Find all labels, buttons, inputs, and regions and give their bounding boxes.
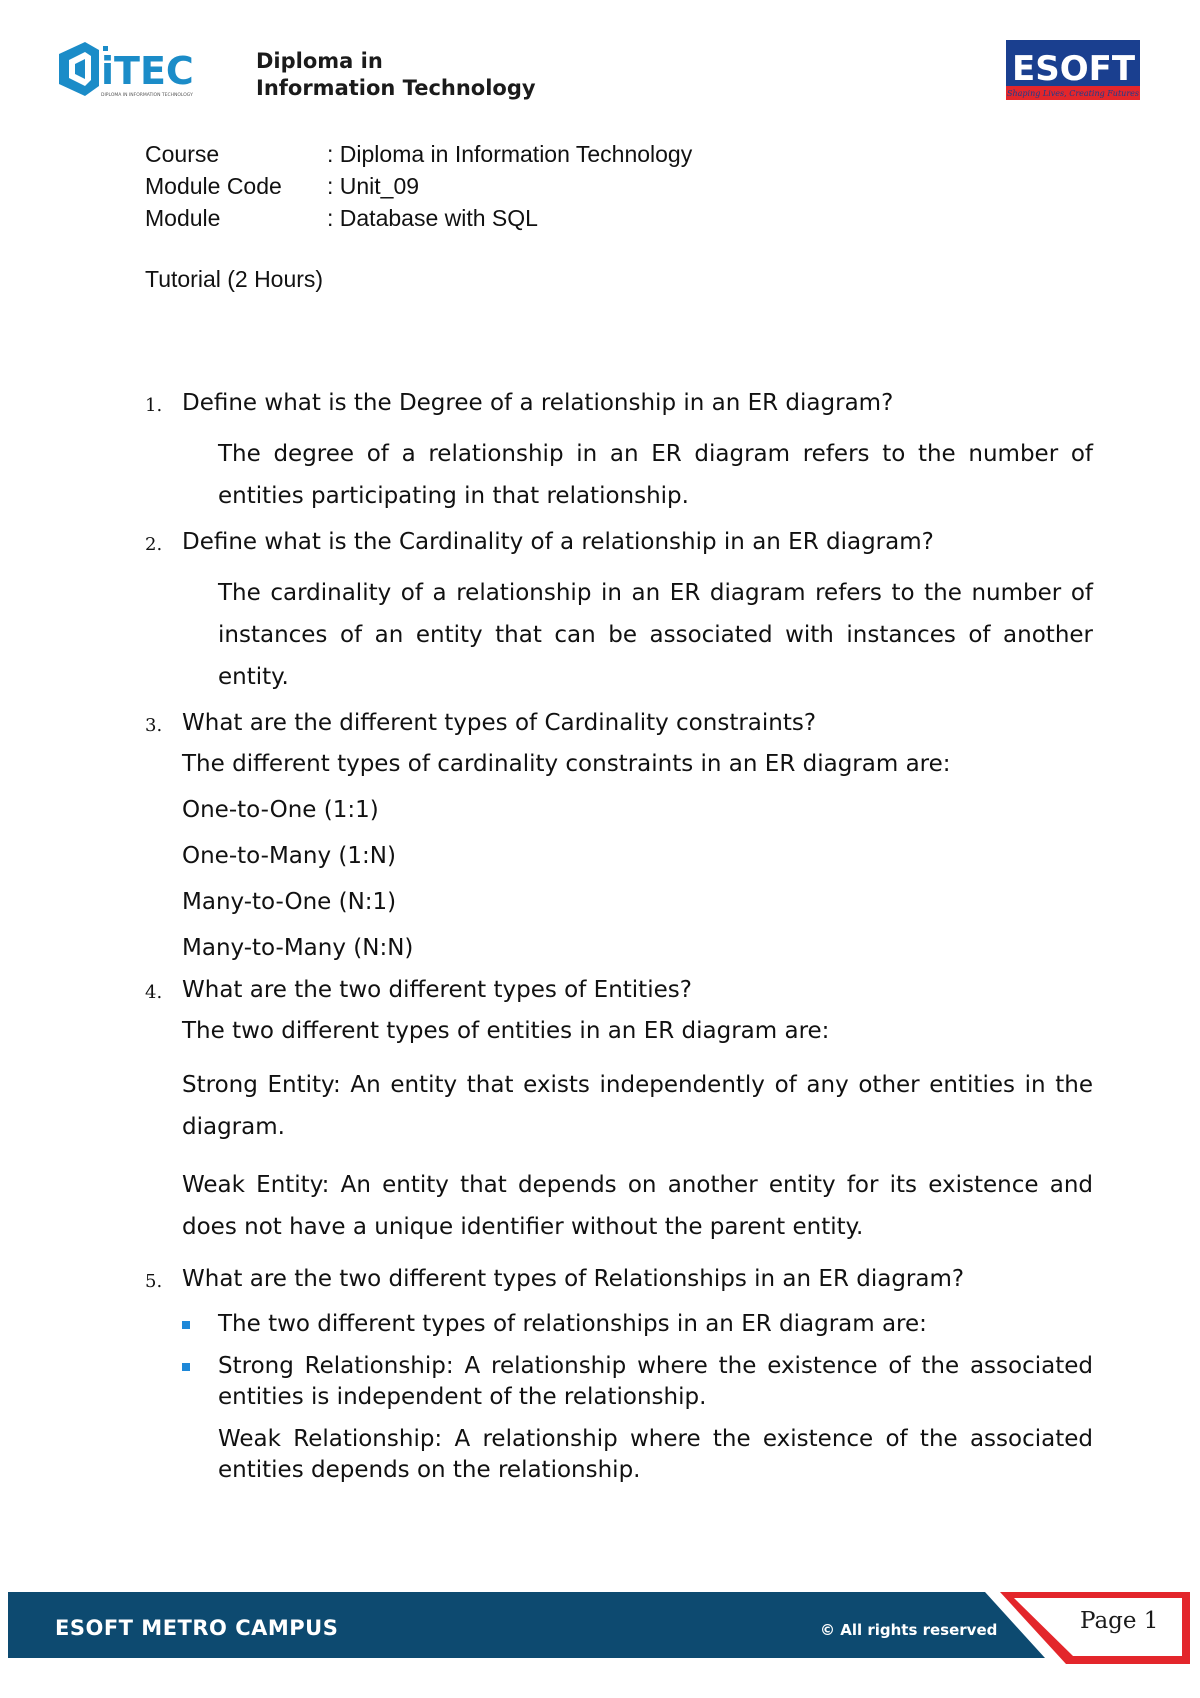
course-row <box>145 138 692 170</box>
course-label: Course <box>145 141 220 167</box>
bullet-item <box>218 1351 1093 1413</box>
question-3 <box>145 708 1093 741</box>
course-value: : Diploma in Information Technology <box>327 141 693 167</box>
cardinality-item: One-to-One (1:1) <box>182 797 379 823</box>
svg-text:DIPLOMA IN INFORMATION TECHNOL: DIPLOMA IN INFORMATION TECHNOLOGY <box>101 93 193 98</box>
footer-rights: © All rights reserved <box>820 1621 998 1639</box>
question-1 <box>145 388 1093 421</box>
answer-2: The cardinality of a relationship in an ER diagram refers to the number of instances of an entity that can be associated with instances of another entity. <box>218 580 1093 690</box>
cardinality-item: One-to-Many (1:N) <box>182 843 396 869</box>
esoft-logo <box>1006 40 1140 100</box>
relationship-bullets <box>218 1309 1093 1413</box>
question-4 <box>145 975 1093 1008</box>
tutorial-heading: Tutorial (2 Hours) <box>145 266 324 292</box>
question-2 <box>145 527 1093 560</box>
weak-relationship-definition: Weak Relationship: A relationship where the existence of the associated entities depends on the relationship. <box>218 1426 1093 1483</box>
tutorial-content <box>145 388 1093 1486</box>
footer-brand: ESOFT METRO CAMPUS <box>55 1616 339 1640</box>
module-code-value: : Unit_09 <box>327 173 420 199</box>
cardinality-item: Many-to-Many (N:N) <box>182 935 414 961</box>
question-text: What are the different types of Cardinality constraints? <box>182 710 817 736</box>
module-code-row <box>145 170 692 202</box>
question-5 <box>145 1264 1093 1297</box>
header-title-line2: Information Technology <box>256 76 536 100</box>
bullet-square-icon <box>182 1321 190 1329</box>
module-row <box>145 202 692 234</box>
question-number: 4. <box>145 982 163 1003</box>
bullet-item <box>218 1309 1093 1340</box>
page-number: Page 1 <box>1080 1608 1159 1634</box>
ditec-logo <box>55 40 230 98</box>
answer-1: The degree of a relationship in an ER diagram refers to the number of entities participating in that relationship. <box>218 441 1093 509</box>
answer-4-intro: The two different types of entities in an ER diagram are: <box>182 1018 830 1044</box>
strong-entity-definition: Strong Entity: An entity that exists independently of any other entities in the diagram. <box>182 1072 1093 1140</box>
header-title <box>256 48 536 102</box>
question-text: What are the two different types of Relationships in an ER diagram? <box>182 1266 965 1292</box>
question-text: Define what is the Cardinality of a relationship in an ER diagram? <box>182 529 934 555</box>
question-text: Define what is the Degree of a relationship in an ER diagram? <box>182 390 894 416</box>
answer-3-intro: The different types of cardinality constraints in an ER diagram are: <box>182 751 951 777</box>
module-value: : Database with SQL <box>327 205 538 231</box>
header-title-line1: Diploma in <box>256 49 383 73</box>
question-number: 5. <box>145 1271 163 1292</box>
weak-entity-definition: Weak Entity: An entity that depends on another entity for its existence and does not have a unique identifier without the parent entity. <box>182 1172 1093 1240</box>
question-number: 2. <box>145 534 163 555</box>
cardinality-item: Many-to-One (N:1) <box>182 889 397 915</box>
course-meta <box>145 138 692 234</box>
question-number: 1. <box>145 395 163 416</box>
bullet-text: The two different types of relationships in an ER diagram are: <box>218 1311 927 1337</box>
question-text: What are the two different types of Entities? <box>182 977 692 1003</box>
module-code-label: Module Code <box>145 173 282 199</box>
bullet-text: Strong Relationship: A relationship where the existence of the associated entities is independent of the relationship. <box>218 1353 1093 1410</box>
bullet-square-icon <box>182 1363 190 1371</box>
svg-text:Shaping Lives, Creating Future: Shaping Lives, Creating Futures <box>1007 89 1139 98</box>
module-label: Module <box>145 205 221 231</box>
svg-text:ESOFT: ESOFT <box>1012 49 1136 89</box>
question-number: 3. <box>145 715 163 736</box>
svg-text:iTEC: iTEC <box>101 49 194 93</box>
